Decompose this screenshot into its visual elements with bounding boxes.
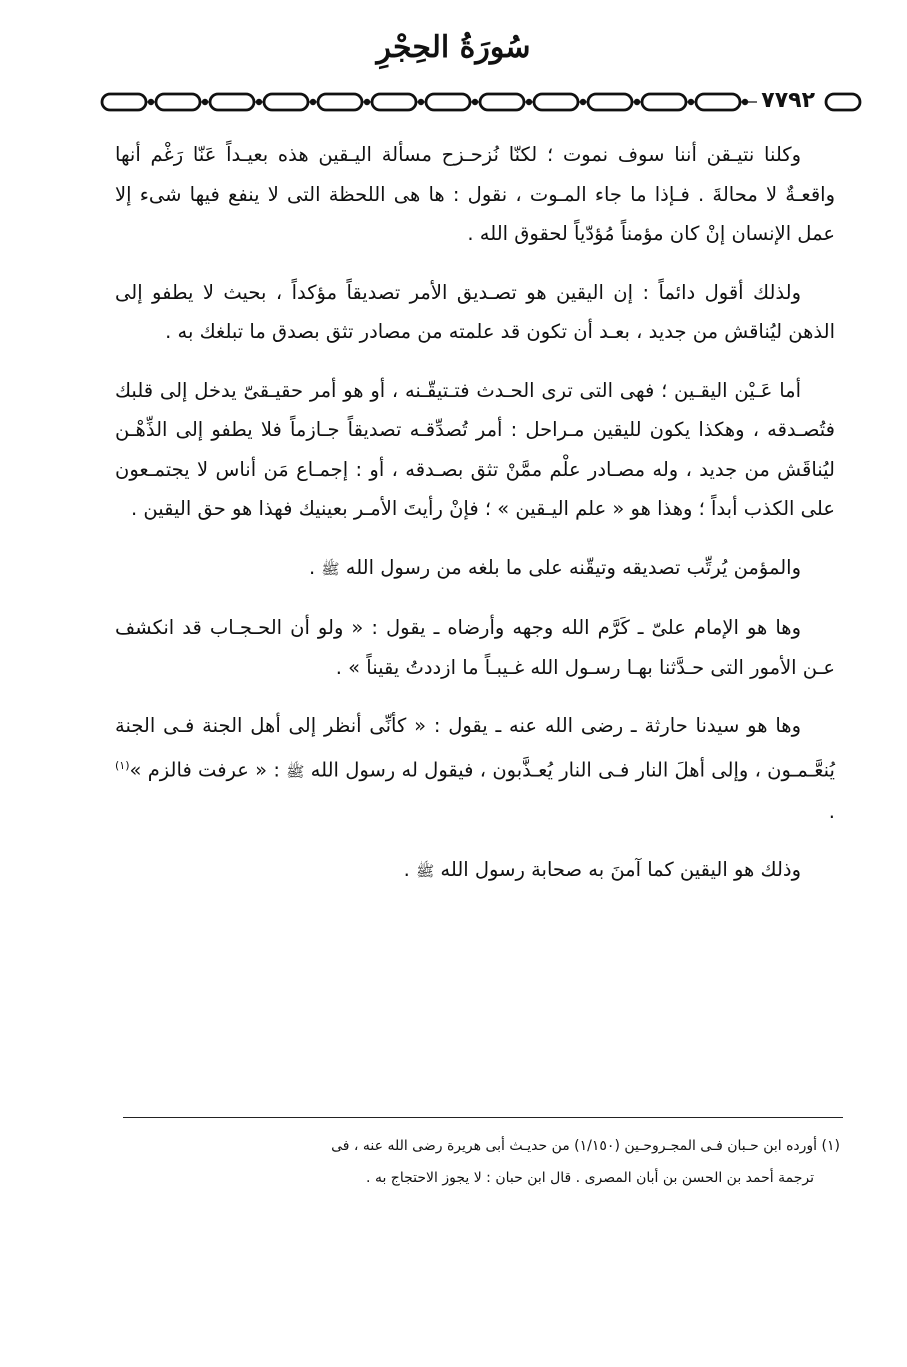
paragraph-end: . — [828, 799, 835, 823]
footnote-line: (١) أورده ابن حـبان فـى المجـروحـين (١/١٥٠) من حديـث أبى هريرة رضى الله عنه ، فى — [331, 1138, 840, 1154]
chain-bead — [148, 99, 154, 105]
paragraph-text: أما عَـيْن اليقـين ؛ فهى التى ترى الحـدث فتـتيقّـنه ، أو هو أمر حقيـقىّ يدخل إلى قلبك فتُصـدقه ، وهكذا يكون لليقين مـراحل : أمر تُصدِّقـه تصديقاً جـازماً فلا يطفو إلى الذِّهْـن ليُناقَش من جديد ، وله مصـادر علْم ممَّنْ تثق بصـدقه ، أو : إجمـاع مَن أناس لا يجتمـعون على الكذب أبداً ؛ وهذا هو « علم اليـقين » ؛ فإنْ رأيتَ الأمـر بعينيك فهذا هو حق اليقين . — [115, 378, 835, 520]
chain-link — [264, 94, 308, 110]
body-text — [115, 135, 835, 892]
paragraph — [115, 135, 835, 254]
chain-link — [318, 94, 362, 110]
paragraph-tail: : « عرفت فالزم » — [129, 758, 287, 781]
footnotes — [118, 1130, 840, 1194]
chain-link — [372, 94, 416, 110]
paragraph-tail: . — [309, 555, 322, 579]
chain-bead — [742, 99, 748, 105]
paragraph — [115, 608, 835, 687]
footnote-line: ترجمة أحمد بن الحسن بن أبان المصرى . قال ابن حبان : لا يجوز الاحتجاج به . — [366, 1170, 814, 1186]
chain-link — [210, 94, 254, 110]
paragraph-text: ولذلك أقول دائماً : إن اليقين هو تصـديق الأمر تصديقاً مؤكداً ، بحيث لا يطفو إلى الذهن ليُناقش من جديد ، بعـد أن تكون قد علمته من مصادر تثق بصدق ما تبلغك به . — [115, 280, 835, 343]
paragraph-text: وها هو الإمام علىّ ـ كَرَّم الله وجهه وأرضاه ـ يقول : « ولو أن الحـجـاب قد انكشف عـن الأمور التى حـدَّثنا بهـا رسـول الله غـيبـاً ما ازددتُ يقيناً » . — [115, 616, 835, 679]
chain-link — [696, 94, 740, 110]
chain-bead — [688, 99, 694, 105]
paragraph-text: وكلنا نتيـقن أننا سوف نموت ؛ لكنّا نُزحـزح مسألة اليـقين هذه بعيـداً عَنّا رَغْم أنها واقعـةٌ لا محالةَ . فـإذا ما جاء المـوت ، نقول : ها هى اللحظة التى لا ينفع فيها شىء إلا عمل الإنسان إنْ كان مؤمناً مُؤدّياً لحقوق الله . — [115, 143, 835, 245]
salawat-symbol: ﷺ — [416, 862, 435, 880]
chain-link — [534, 94, 578, 110]
paragraph — [115, 850, 835, 892]
ornamental-header-band — [96, 88, 864, 116]
salawat-symbol: ﷺ — [321, 559, 340, 578]
footnote-divider — [123, 1117, 843, 1118]
salawat-symbol: ﷺ — [286, 762, 305, 780]
chain-bead — [634, 99, 640, 105]
chain-link — [642, 94, 686, 110]
paragraph — [115, 706, 835, 831]
chain-bead — [202, 99, 208, 105]
chain-bead — [526, 99, 532, 105]
paragraph — [115, 548, 835, 590]
chain-bead — [418, 99, 424, 105]
chain-bead — [310, 99, 316, 105]
chain-bead — [472, 99, 478, 105]
chain-bead — [256, 99, 262, 105]
paragraph-tail: . — [403, 858, 417, 881]
paragraph-text: وذلك هو اليقين كما آمنَ به صحابة رسول الله — [440, 858, 801, 881]
paragraph-text: وها هو سيدنا حارثة ـ رضى الله عنه ـ يقول : « كأنِّى أنظر إلى أهل الجنة فـى الجنة يُنعَّـمـون ، وإلى أهلَ النار فـى النار يُعـذَّبون ، فيقول له رسول الله — [115, 714, 835, 781]
chain-link — [588, 94, 632, 110]
paragraph — [115, 273, 835, 352]
paragraph — [115, 371, 835, 529]
chain-bead — [364, 99, 370, 105]
surah-title: سُورَةُ الحِجْرِ — [376, 30, 531, 65]
chain-link — [426, 94, 470, 110]
page-number: ٧٧٩٢ — [757, 88, 819, 113]
chain-end-cap — [826, 94, 860, 110]
footnote-reference[interactable]: (١) — [115, 758, 130, 772]
paragraph-text: والمؤمن يُرتِّب تصديقه وتيقّنه على ما بلغه من رسول الله — [345, 555, 801, 579]
chain-link — [156, 94, 200, 110]
chain-link — [480, 94, 524, 110]
chain-bead — [580, 99, 586, 105]
chain-link — [102, 94, 146, 110]
